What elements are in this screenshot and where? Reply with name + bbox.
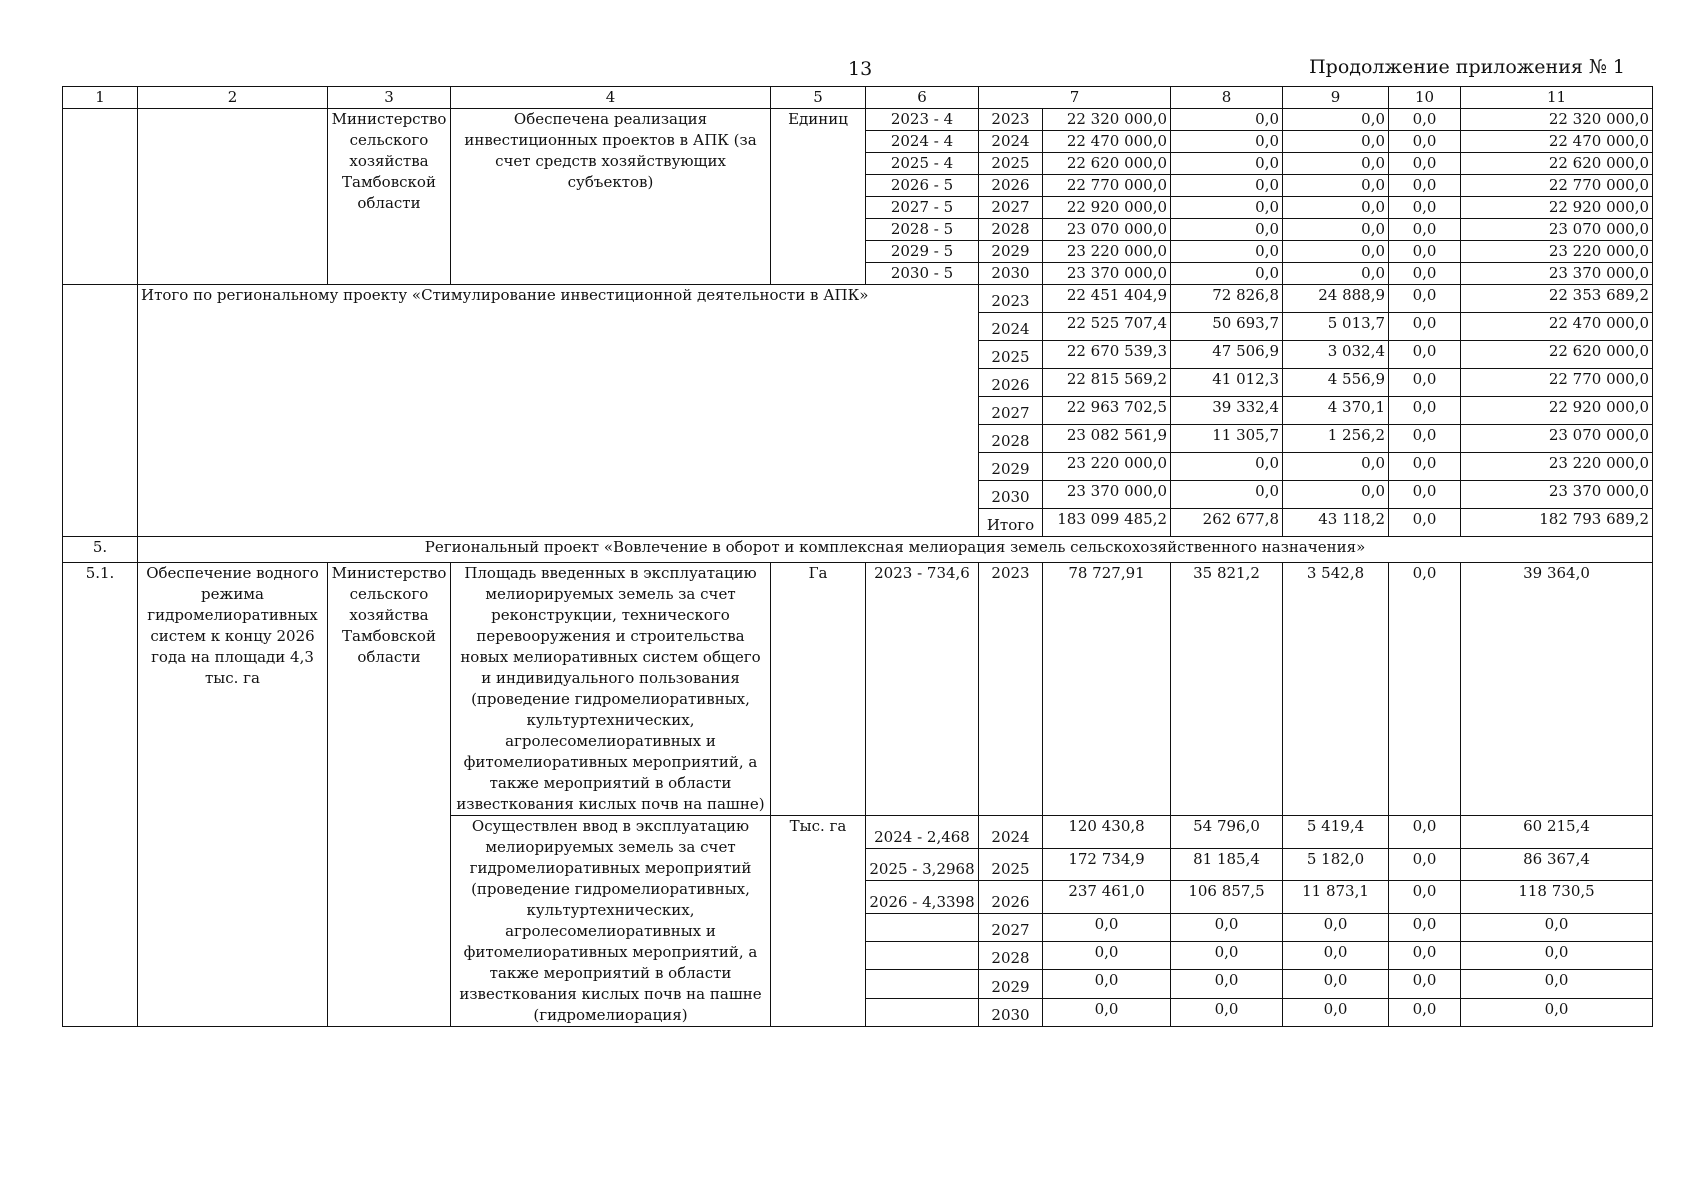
- value-c7: 0,0: [1043, 970, 1171, 998]
- total-value-c7: 23 370 000,0: [1043, 481, 1171, 509]
- header-row: [63, 87, 1653, 109]
- column-header-9: 9: [1283, 87, 1389, 109]
- value-c11: 22 920 000,0: [1461, 197, 1653, 219]
- value-c10: 0,0: [1389, 848, 1461, 881]
- value-c8: 106 857,5: [1171, 881, 1283, 914]
- year-cell: Итого: [979, 509, 1043, 537]
- value-c11: 86 367,4: [1461, 848, 1653, 881]
- value-c11: 0,0: [1461, 942, 1653, 970]
- value-c9: 0,0: [1283, 109, 1389, 131]
- total-value-c10: 0,0: [1389, 285, 1461, 313]
- column-header-11: 11: [1461, 87, 1653, 109]
- value-c8: 0,0: [1171, 913, 1283, 941]
- target-value: 2024 - 4: [866, 131, 979, 153]
- value-c9: 0,0: [1283, 263, 1389, 285]
- executor-cell: Министерство сельского хозяйства Тамбовской области: [328, 109, 451, 285]
- value-c8: 35 821,2: [1171, 563, 1283, 816]
- total-value-c10: 0,0: [1389, 341, 1461, 369]
- total-value-c11: 22 470 000,0: [1461, 313, 1653, 341]
- cell-number: [63, 109, 138, 285]
- year-cell: 2027: [979, 397, 1043, 425]
- target-value: 2025 - 3,2968: [866, 848, 979, 881]
- total-value-c10: 0,0: [1389, 313, 1461, 341]
- column-header-5: 5: [771, 87, 866, 109]
- year-cell: 2024: [979, 131, 1043, 153]
- total-value-c11: 23 070 000,0: [1461, 425, 1653, 453]
- value-c7: 120 430,8: [1043, 816, 1171, 849]
- year-cell: 2026: [979, 369, 1043, 397]
- appendix-table: [62, 86, 1653, 1027]
- value-c8: 0,0: [1171, 175, 1283, 197]
- unit-cell: Единиц: [771, 109, 866, 285]
- total-value-c10: 0,0: [1389, 397, 1461, 425]
- value-c8: 0,0: [1171, 263, 1283, 285]
- column-header-8: 8: [1171, 87, 1283, 109]
- value-c9: 0,0: [1283, 913, 1389, 941]
- target-value: 2024 - 2,468: [866, 816, 979, 849]
- column-header-1: 1: [63, 87, 138, 109]
- executor-cell: Министерство сельского хозяйства Тамбовской области: [328, 563, 451, 1027]
- value-c9: 0,0: [1283, 942, 1389, 970]
- item-number: 5.1.: [63, 563, 138, 1027]
- value-c8: 0,0: [1171, 970, 1283, 998]
- column-header-2: 2: [138, 87, 328, 109]
- value-c10: 0,0: [1389, 913, 1461, 941]
- total-value-c9: 3 032,4: [1283, 341, 1389, 369]
- value-c11: 118 730,5: [1461, 881, 1653, 914]
- value-c11: 60 215,4: [1461, 816, 1653, 849]
- total-value-c8: 262 677,8: [1171, 509, 1283, 537]
- value-c10: 0,0: [1389, 219, 1461, 241]
- value-c8: 0,0: [1171, 219, 1283, 241]
- value-c7: 23 370 000,0: [1043, 263, 1171, 285]
- total-value-c9: 0,0: [1283, 481, 1389, 509]
- value-c7: 23 070 000,0: [1043, 219, 1171, 241]
- value-c10: 0,0: [1389, 197, 1461, 219]
- value-c11: 0,0: [1461, 998, 1653, 1026]
- value-c7: 22 470 000,0: [1043, 131, 1171, 153]
- total-label: Итого по региональному проекту «Стимулирование инвестиционной деятельности в АПК»: [138, 285, 979, 537]
- value-c10: 0,0: [1389, 263, 1461, 285]
- total-value-c9: 0,0: [1283, 453, 1389, 481]
- value-c11: 22 620 000,0: [1461, 153, 1653, 175]
- total-value-c9: 4 556,9: [1283, 369, 1389, 397]
- unit-cell: Га: [771, 563, 866, 816]
- total-value-c7: 22 963 702,5: [1043, 397, 1171, 425]
- value-c9: 0,0: [1283, 153, 1389, 175]
- result-cell: Площадь введенных в эксплуатацию мелиорируемых земель за счет реконструкции, технического перевооружения и строительства новых мелиоративных систем общего и индивидуального пользования (проведение гидромелиоративных, культуртехнических, агролесомелиоративных и фитомелиоративных мероприятий, а также мероприятий в области известкования кислых почв на пашне): [451, 563, 771, 816]
- total-value-c10: 0,0: [1389, 425, 1461, 453]
- value-c7: 23 220 000,0: [1043, 241, 1171, 263]
- column-header-6: 6: [866, 87, 979, 109]
- total-value-c10: 0,0: [1389, 481, 1461, 509]
- year-cell: 2027: [979, 197, 1043, 219]
- value-c11: 22 770 000,0: [1461, 175, 1653, 197]
- value-c11: 0,0: [1461, 913, 1653, 941]
- value-c11: 0,0: [1461, 970, 1653, 998]
- value-c8: 0,0: [1171, 197, 1283, 219]
- total-value-c7: 22 815 569,2: [1043, 369, 1171, 397]
- total-value-c11: 22 920 000,0: [1461, 397, 1653, 425]
- value-c9: 0,0: [1283, 131, 1389, 153]
- target-value: 2027 - 5: [866, 197, 979, 219]
- section-row: [63, 537, 1653, 563]
- value-c7: 22 320 000,0: [1043, 109, 1171, 131]
- value-c8: 0,0: [1171, 109, 1283, 131]
- year-cell: 2029: [979, 453, 1043, 481]
- value-c8: 0,0: [1171, 998, 1283, 1026]
- total-value-c9: 4 370,1: [1283, 397, 1389, 425]
- target-value: [866, 998, 979, 1026]
- value-c9: 0,0: [1283, 175, 1389, 197]
- result-cell: Осуществлен ввод в эксплуатацию мелиорируемых земель за счет гидромелиоративных мероприятий (проведение гидромелиоративных, культуртехнических, агролесомелиоративных и фитомелиоративных мероприятий, а также мероприятий в области известкования кислых почв на пашне (гидромелиорация): [451, 816, 771, 1027]
- total-value-c10: 0,0: [1389, 509, 1461, 537]
- total-value-c9: 1 256,2: [1283, 425, 1389, 453]
- unit-cell: Тыс. га: [771, 816, 866, 1027]
- section-number: 5.: [63, 537, 138, 563]
- value-c7: 0,0: [1043, 998, 1171, 1026]
- value-c9: 11 873,1: [1283, 881, 1389, 914]
- year-cell: 2025: [979, 341, 1043, 369]
- value-c10: 0,0: [1389, 131, 1461, 153]
- total-value-c11: 22 620 000,0: [1461, 341, 1653, 369]
- value-c9: 5 182,0: [1283, 848, 1389, 881]
- target-value: 2025 - 4: [866, 153, 979, 175]
- value-c10: 0,0: [1389, 998, 1461, 1026]
- column-header-3: 3: [328, 87, 451, 109]
- value-c8: 81 185,4: [1171, 848, 1283, 881]
- year-cell: 2027: [979, 913, 1043, 941]
- value-c8: 54 796,0: [1171, 816, 1283, 849]
- target-value: 2026 - 5: [866, 175, 979, 197]
- value-c8: 0,0: [1171, 131, 1283, 153]
- target-value: [866, 913, 979, 941]
- target-value: 2030 - 5: [866, 263, 979, 285]
- year-cell: 2030: [979, 263, 1043, 285]
- year-cell: 2023: [979, 109, 1043, 131]
- page-number: 13: [848, 58, 873, 80]
- total-value-c8: 0,0: [1171, 481, 1283, 509]
- total-value-c8: 72 826,8: [1171, 285, 1283, 313]
- value-c8: 0,0: [1171, 942, 1283, 970]
- value-c7: 172 734,9: [1043, 848, 1171, 881]
- total-value-c11: 22 770 000,0: [1461, 369, 1653, 397]
- total-value-c11: 23 370 000,0: [1461, 481, 1653, 509]
- value-c7: 0,0: [1043, 942, 1171, 970]
- total-value-c10: 0,0: [1389, 453, 1461, 481]
- column-header-10: 10: [1389, 87, 1461, 109]
- value-c7: 22 770 000,0: [1043, 175, 1171, 197]
- total-value-c7: 22 525 707,4: [1043, 313, 1171, 341]
- year-cell: 2024: [979, 816, 1043, 849]
- total-row: [63, 285, 1653, 313]
- year-cell: 2025: [979, 153, 1043, 175]
- section-title: Региональный проект «Вовлечение в оборот и комплексная мелиорация земель сельскохозяйственного назначения»: [138, 537, 1653, 563]
- year-cell: 2028: [979, 425, 1043, 453]
- year-cell: 2028: [979, 942, 1043, 970]
- value-c9: 0,0: [1283, 219, 1389, 241]
- result-cell: Обеспечена реализация инвестиционных проектов в АПК (за счет средств хозяйствующих субъектов): [451, 109, 771, 285]
- value-c10: 0,0: [1389, 942, 1461, 970]
- value-c11: 23 220 000,0: [1461, 241, 1653, 263]
- value-c10: 0,0: [1389, 881, 1461, 914]
- year-cell: 2029: [979, 241, 1043, 263]
- value-c7: 22 920 000,0: [1043, 197, 1171, 219]
- total-value-c8: 0,0: [1171, 453, 1283, 481]
- target-value: 2028 - 5: [866, 219, 979, 241]
- value-c9: 0,0: [1283, 970, 1389, 998]
- year-cell: 2029: [979, 970, 1043, 998]
- value-c9: 5 419,4: [1283, 816, 1389, 849]
- value-c10: 0,0: [1389, 109, 1461, 131]
- value-c11: 22 470 000,0: [1461, 131, 1653, 153]
- value-c10: 0,0: [1389, 153, 1461, 175]
- value-c11: 23 370 000,0: [1461, 263, 1653, 285]
- column-header-7: 7: [979, 87, 1171, 109]
- year-cell: 2024: [979, 313, 1043, 341]
- total-value-c8: 39 332,4: [1171, 397, 1283, 425]
- value-c7: 78 727,91: [1043, 563, 1171, 816]
- year-cell: 2023: [979, 285, 1043, 313]
- value-c7: 22 620 000,0: [1043, 153, 1171, 175]
- target-value: 2023 - 4: [866, 109, 979, 131]
- year-cell: 2025: [979, 848, 1043, 881]
- year-cell: 2026: [979, 881, 1043, 914]
- total-value-c9: 24 888,9: [1283, 285, 1389, 313]
- target-value: 2023 - 734,6: [866, 563, 979, 816]
- total-value-c10: 0,0: [1389, 369, 1461, 397]
- value-c10: 0,0: [1389, 175, 1461, 197]
- year-cell: 2030: [979, 481, 1043, 509]
- value-c9: 0,0: [1283, 241, 1389, 263]
- year-cell: 2030: [979, 998, 1043, 1026]
- total-blank-cell: [63, 285, 138, 537]
- total-value-c7: 22 451 404,9: [1043, 285, 1171, 313]
- column-header-4: 4: [451, 87, 771, 109]
- appendix-continuation: Продолжение приложения № 1: [1309, 56, 1625, 78]
- year-cell: 2028: [979, 219, 1043, 241]
- value-c11: 23 070 000,0: [1461, 219, 1653, 241]
- value-c10: 0,0: [1389, 241, 1461, 263]
- total-value-c11: 182 793 689,2: [1461, 509, 1653, 537]
- value-c9: 0,0: [1283, 197, 1389, 219]
- item-name: Обеспечение водного режима гидромелиоративных систем к концу 2026 года на площади 4,3 тыс. га: [138, 563, 328, 1027]
- value-c10: 0,0: [1389, 816, 1461, 849]
- total-value-c8: 47 506,9: [1171, 341, 1283, 369]
- value-c9: 0,0: [1283, 998, 1389, 1026]
- total-value-c9: 43 118,2: [1283, 509, 1389, 537]
- cell-name: [138, 109, 328, 285]
- value-c10: 0,0: [1389, 563, 1461, 816]
- total-value-c11: 22 353 689,2: [1461, 285, 1653, 313]
- total-value-c8: 41 012,3: [1171, 369, 1283, 397]
- target-value: 2026 - 4,3398: [866, 881, 979, 914]
- total-value-c7: 183 099 485,2: [1043, 509, 1171, 537]
- table-row: [63, 109, 1653, 131]
- year-cell: 2023: [979, 563, 1043, 816]
- table-row: [63, 563, 1653, 816]
- value-c8: 0,0: [1171, 241, 1283, 263]
- value-c11: 22 320 000,0: [1461, 109, 1653, 131]
- value-c7: 0,0: [1043, 913, 1171, 941]
- target-value: [866, 970, 979, 998]
- year-cell: 2026: [979, 175, 1043, 197]
- value-c11: 39 364,0: [1461, 563, 1653, 816]
- total-value-c7: 23 220 000,0: [1043, 453, 1171, 481]
- total-value-c7: 22 670 539,3: [1043, 341, 1171, 369]
- value-c9: 3 542,8: [1283, 563, 1389, 816]
- total-value-c8: 11 305,7: [1171, 425, 1283, 453]
- target-value: 2029 - 5: [866, 241, 979, 263]
- total-value-c11: 23 220 000,0: [1461, 453, 1653, 481]
- total-value-c8: 50 693,7: [1171, 313, 1283, 341]
- value-c8: 0,0: [1171, 153, 1283, 175]
- total-value-c9: 5 013,7: [1283, 313, 1389, 341]
- value-c7: 237 461,0: [1043, 881, 1171, 914]
- total-value-c7: 23 082 561,9: [1043, 425, 1171, 453]
- value-c10: 0,0: [1389, 970, 1461, 998]
- target-value: [866, 942, 979, 970]
